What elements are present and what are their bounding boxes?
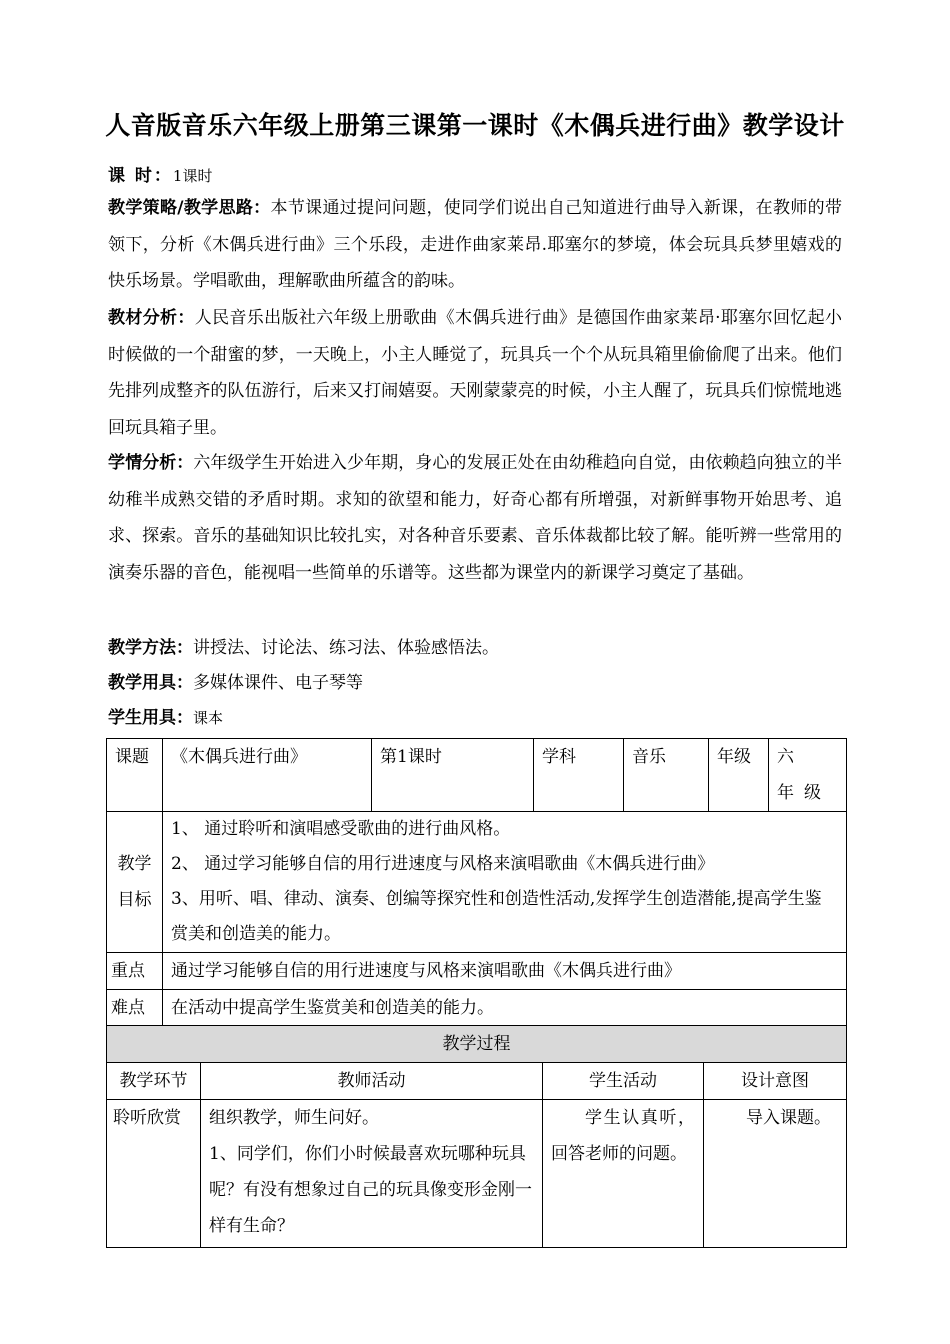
student-analysis-text: 六年级学生开始进入少年期，身心的发展正处在由幼稚趋向自觉，由依赖趋向独立的半幼稚半成熟交错的矛盾时期。求知的欲望和能力，好奇心都有所增强，对新鲜事物开始思考、追求、探索。音乐的基础知识比较扎实，对各种音乐要素、音乐体裁都比较了解。能听辨一些常用的演奏乐器的音色，能视唱一些简单的乐谱等。这些都为课堂内的新课学习奠定了基础。	[108, 453, 843, 583]
subject-label: 学科	[534, 739, 624, 812]
grade-label: 年级	[709, 739, 769, 812]
column-header: 教学环节	[107, 1063, 201, 1100]
tools-label: 教学用具：	[108, 673, 193, 693]
method-text: 讲授法、讨论法、练习法、体验感悟法。	[193, 638, 499, 658]
goal-item: 3、用听、唱、律动、演奏、创编等探究性和创造性活动,发挥学生创造潜能,提高学生鉴赏美和创造美的能力。	[171, 889, 822, 944]
key-label: 重点	[107, 953, 163, 990]
table-row	[107, 1063, 847, 1100]
goals-label: 教学目标	[107, 812, 163, 953]
process-header: 教学过程	[107, 1026, 847, 1063]
student-tools-label: 学生用具：	[108, 708, 193, 728]
grade-value: 六 年级	[769, 739, 847, 812]
column-header: 教师活动	[201, 1063, 543, 1100]
method-line	[108, 630, 842, 667]
table-row	[107, 1100, 847, 1248]
material-paragraph	[108, 300, 842, 446]
student-analysis-paragraph	[108, 445, 842, 591]
student-tools-text: 课本	[193, 709, 224, 727]
lesson-info-table	[106, 738, 847, 1027]
difficulty-label: 难点	[107, 990, 163, 1027]
table-row	[107, 953, 847, 990]
table-row	[107, 812, 847, 953]
teacher-activity-line: 组织教学，师生问好。	[209, 1108, 379, 1128]
table-row	[107, 1026, 847, 1063]
strategy-text: 本节课通过提问问题，使同学们说出自己知道进行曲导入新课，在教师的带领下，分析《木偶兵进行曲》三个乐段，走进作曲家莱昂.耶塞尔的梦境，体会玩具兵梦里嬉戏的快乐场景。学唱歌曲，理解歌曲所蕴含的韵味。	[108, 198, 842, 291]
goals-cell	[163, 812, 847, 953]
process-table	[106, 1025, 847, 1248]
period-label: 课 时：	[108, 166, 173, 186]
stage-cell: 聆听欣赏	[107, 1100, 201, 1248]
tools-line	[108, 665, 842, 702]
method-label: 教学方法：	[108, 638, 193, 658]
design-intent-cell: 导入课题。	[704, 1100, 847, 1248]
material-text: 人民音乐出版社六年级上册歌曲《木偶兵进行曲》是德国作曲家莱昂·耶塞尔回忆起小时候做的一个甜蜜的梦，一天晚上，小主人睡觉了，玩具兵一个个从玩具箱里偷偷爬了出来。他们先排列成整齐的队伍游行，后来又打闹嬉耍。天刚蒙蒙亮的时候，小主人醒了，玩具兵们惊慌地逃回玩具箱子里。	[108, 308, 843, 438]
strategy-label: 教学策略/教学思路：	[108, 198, 271, 218]
teacher-activity-cell	[201, 1100, 543, 1248]
document-title: 人音版音乐六年级上册第三课第一课时《木偶兵进行曲》教学设计	[105, 111, 845, 140]
student-activity-cell: 学生认真听，回答老师的问题。	[543, 1100, 704, 1248]
student-tools-line	[108, 700, 842, 737]
key-value: 通过学习能够自信的用行进速度与风格来演唱歌曲《木偶兵进行曲》	[163, 953, 847, 990]
tools-text: 多媒体课件、电子琴等	[193, 673, 363, 693]
column-header: 设计意图	[704, 1063, 847, 1100]
subject-value: 音乐	[624, 739, 709, 812]
period-cell: 第1课时	[372, 739, 534, 812]
teacher-activity-line: 1、同学们，你们小时候最喜欢玩哪种玩具呢？有没有想象过自己的玩具像变形金刚一样有生命？	[209, 1144, 532, 1236]
difficulty-value: 在活动中提高学生鉴赏美和创造美的能力。	[163, 990, 847, 1027]
material-label: 教材分析：	[108, 308, 195, 328]
column-header: 学生活动	[543, 1063, 704, 1100]
topic-label: 课题	[107, 739, 163, 812]
goal-item: 2、 通过学习能够自信的用行进速度与风格来演唱歌曲《木偶兵进行曲》	[171, 854, 715, 874]
period-value: 1课时	[172, 167, 213, 185]
student-analysis-label: 学情分析：	[108, 453, 194, 473]
goal-item: 1、 通过聆听和演唱感受歌曲的进行曲风格。	[171, 819, 511, 839]
topic-value: 《木偶兵进行曲》	[163, 739, 372, 812]
table-row	[107, 990, 847, 1027]
strategy-paragraph	[108, 190, 842, 300]
table-row	[107, 739, 847, 812]
